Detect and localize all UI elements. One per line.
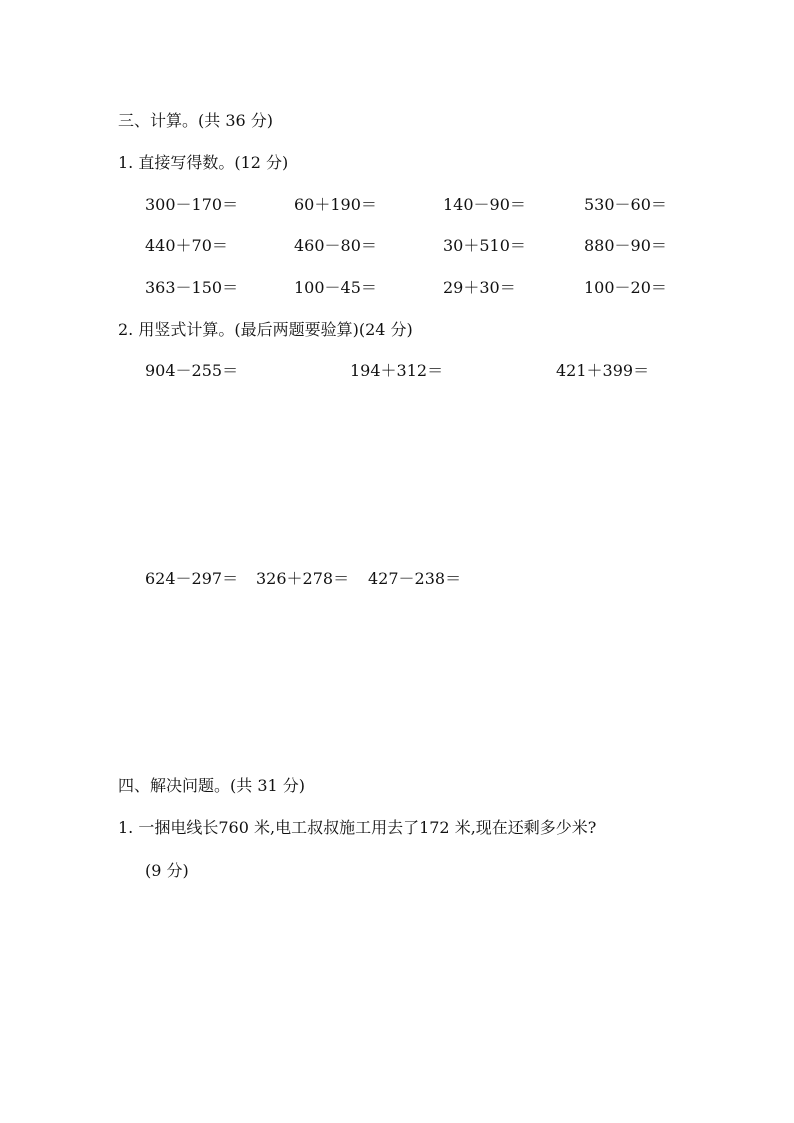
mental-expr-1-2: 60＋190＝ [294,195,377,214]
mental-expr-1-3: 140－90＝ [443,195,526,214]
mental-expr-2-2: 460－80＝ [294,236,377,255]
section-4-title: 四、解决问题。(共 31 分) [118,776,306,795]
mental-expr-2-1: 440＋70＝ [145,236,228,255]
vertical-expr-4: 624－297＝ [145,569,239,588]
mental-expr-3-1: 363－150＝ [145,278,239,297]
word-problem-1: 1. 一捆电线长760 米,电工叔叔施工用去了172 米,现在还剩多少米? [118,818,597,837]
vertical-expr-1: 904－255＝ [145,361,239,380]
vertical-expr-6: 427－238＝ [368,569,462,588]
section-3-title: 三、计算。(共 36 分) [118,111,274,130]
question-1-title: 1. 直接写得数。(12 分) [118,153,289,172]
vertical-expr-3: 421＋399＝ [556,361,650,380]
mental-expr-3-4: 100－20＝ [584,278,667,297]
mental-expr-2-4: 880－90＝ [584,236,667,255]
mental-expr-3-3: 29＋30＝ [443,278,516,297]
vertical-expr-5: 326＋278＝ [256,569,350,588]
vertical-expr-2: 194＋312＝ [350,361,444,380]
mental-expr-2-3: 30＋510＝ [443,236,526,255]
word-problem-1-score: (9 分) [145,861,189,880]
mental-expr-1-4: 530－60＝ [584,195,667,214]
mental-expr-3-2: 100－45＝ [294,278,377,297]
mental-expr-1-1: 300－170＝ [145,195,239,214]
question-2-title: 2. 用竖式计算。(最后两题要验算)(24 分) [118,320,413,339]
